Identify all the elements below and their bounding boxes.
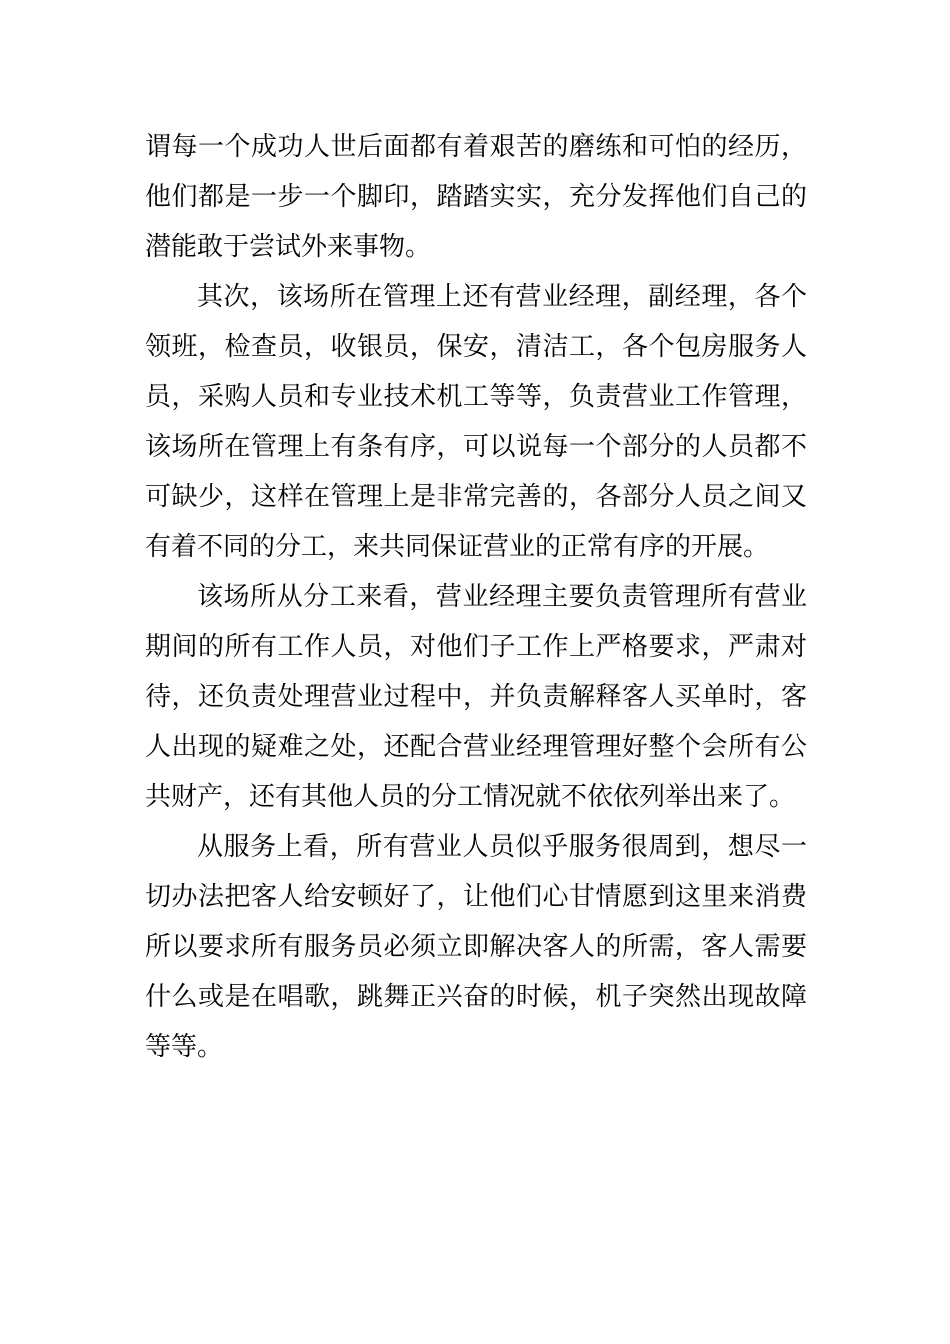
paragraph-continuation: 谓每一个成功人世后面都有着艰苦的磨练和可怕的经历，他们都是一步一个脚印，踏踏实实，充分发挥他们自己的潜能敢于尝试外来事物。 (145, 132, 807, 262)
paragraph-division-of-labor: 该场所从分工来看，营业经理主要负责管理所有营业期间的所有工作人员，对他们子工作上严格要求，严肃对待，还负责处理营业过程中，并负责解释客人买单时，客人出现的疑难之处，还配合营业经理管理好整个会所有公共财产，还有其他人员的分工情况就不依依列举出来了。 (145, 582, 807, 812)
document-body (145, 122, 807, 1072)
paragraph-management-structure: 其次，该场所在管理上还有营业经理，副经理，各个领班，检查员，收银员，保安，清洁工，各个包房服务人员，采购人员和专业技术机工等等，负责营业工作管理，该场所在管理上有条有序，可以说每一个部分的人员都不可缺少，这样在管理上是非常完善的，各部分人员之间又有着不同的分工，来共同保证营业的正常有序的开展。 (145, 282, 807, 562)
paragraph-service: 从服务上看，所有营业人员似乎服务很周到，想尽一切办法把客人给安顿好了，让他们心甘情愿到这里来消费所以要求所有服务员必须立即解决客人的所需，客人需要什么或是在唱歌，跳舞正兴奋的时候，机子突然出现故障等等。 (145, 832, 807, 1062)
